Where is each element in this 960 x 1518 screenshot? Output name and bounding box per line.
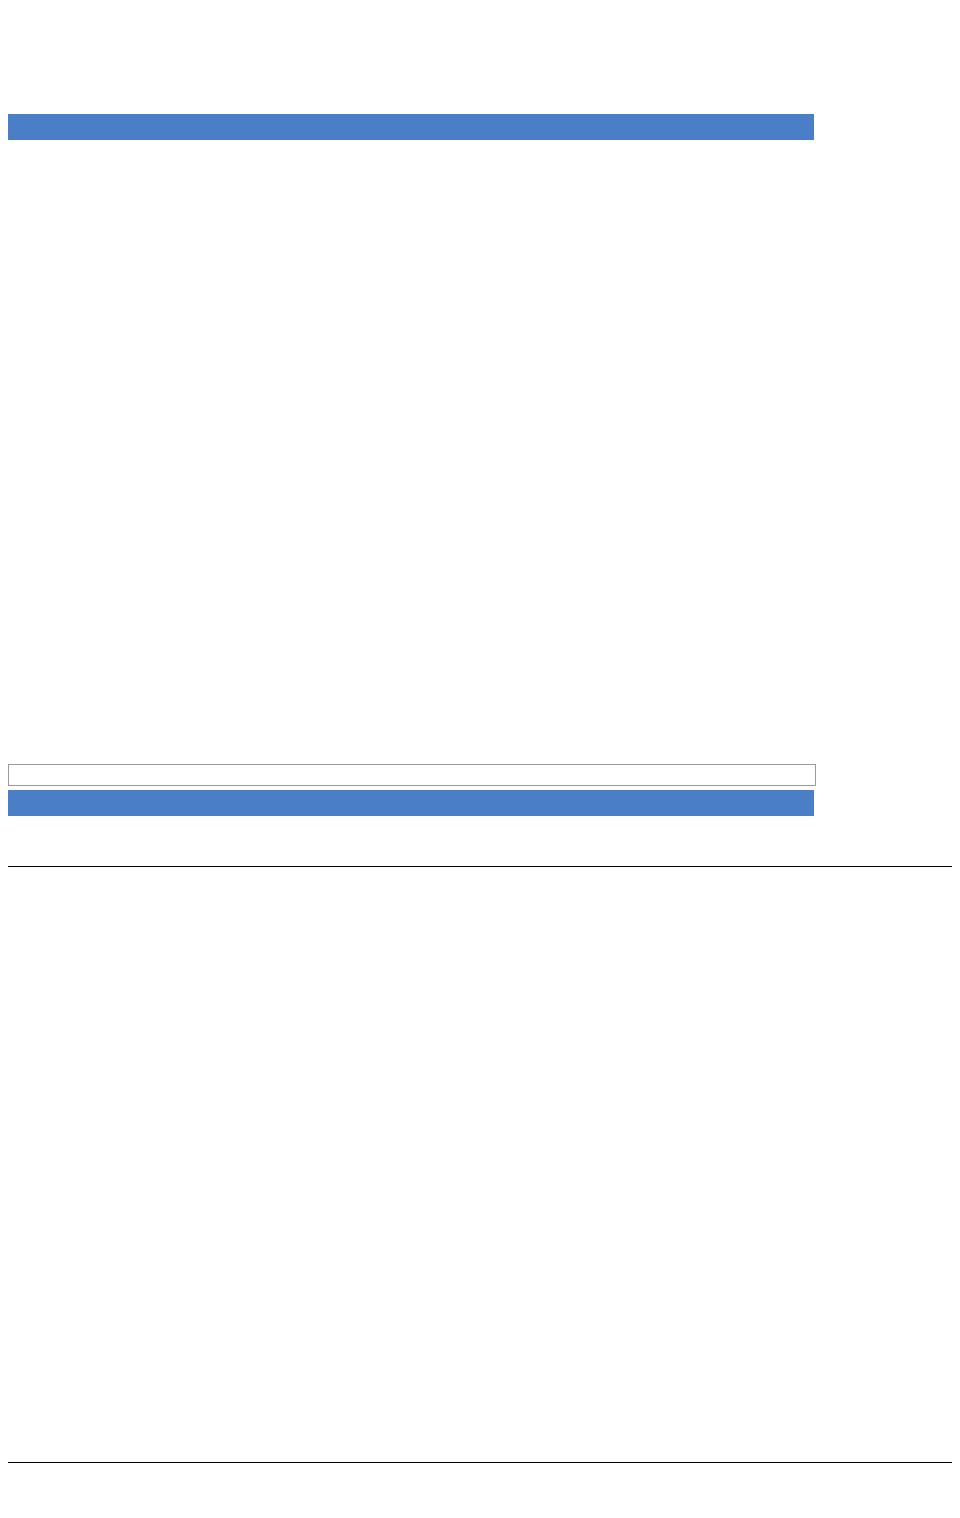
comp-header-row	[8, 114, 814, 140]
divider	[8, 866, 952, 867]
footer-divider	[8, 1462, 952, 1463]
record-row	[8, 764, 816, 786]
domtel-logo	[790, 1474, 940, 1508]
shot-header-row	[8, 790, 814, 816]
